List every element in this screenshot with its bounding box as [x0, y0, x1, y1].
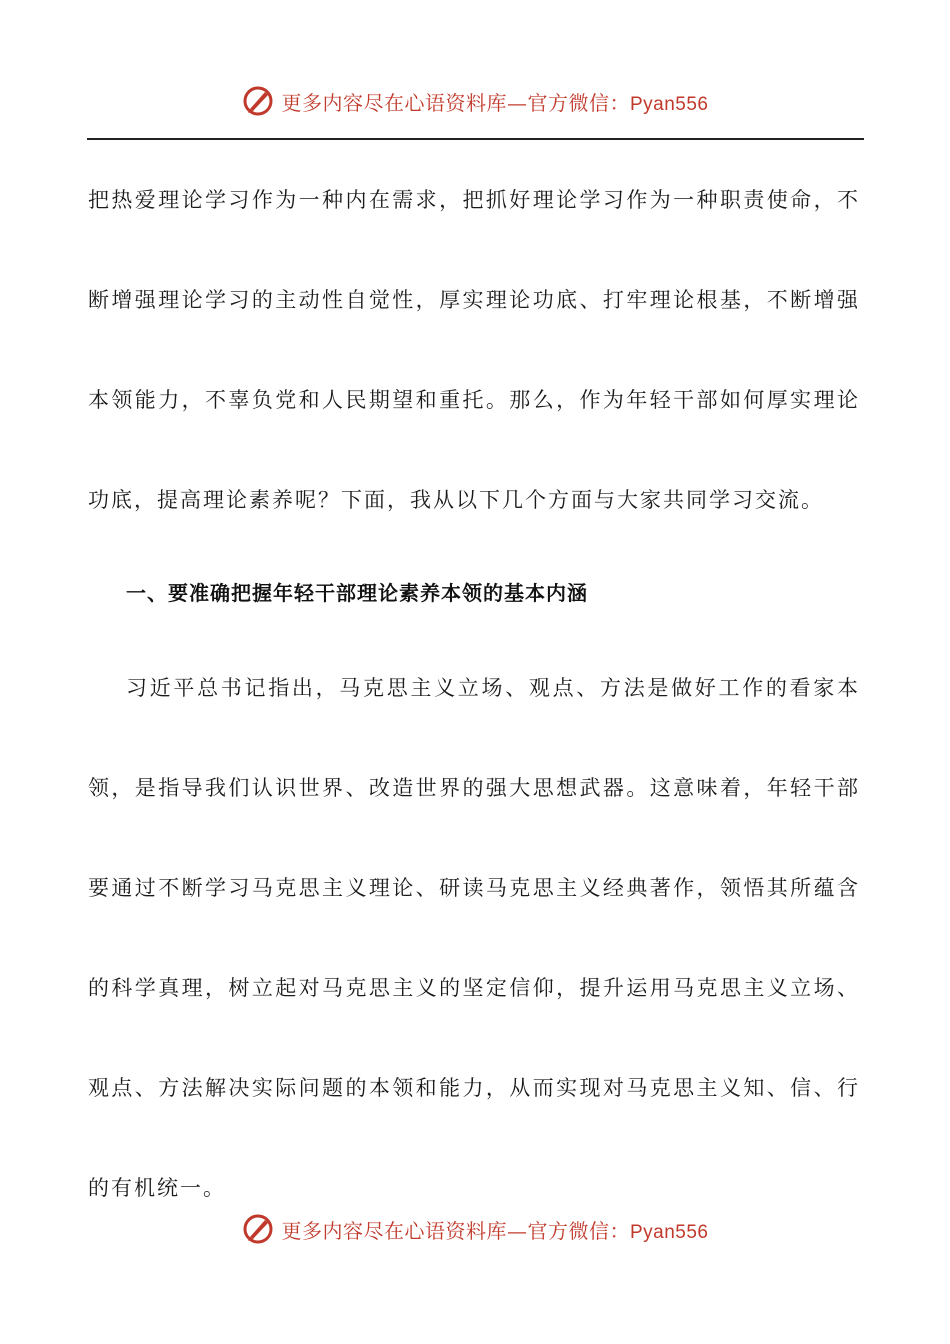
wechat-id: Pyan556: [629, 93, 709, 115]
header-divider: [87, 138, 864, 140]
paragraph: 把热爱理论学习作为一种内在需求，把抓好理论学习作为一种职责使命，不断增强理论学习的主动性自觉性，厚实理论功底、打牢理论根基，不断增强本领能力，不辜负党和人民期望和重托。那么，作为年轻干部如何厚实理论功底，提高理论素养呢？下面，我从以下几个方面与大家共同学习交流。: [88, 188, 860, 512]
paragraph: 习近平总书记指出，马克思主义立场、观点、方法是做好工作的看家本领，是指导我们认识世界、改造世界的强大思想武器。这意味着，年轻干部要通过不断学习马克思主义理论、研读马克思主义经典著作，领悟其所蕴含的科学真理，树立起对马克思主义的坚定信仰，提升运用马克思主义立场、观点、方法解决实际问题的本领和能力，从而实现对马克思主义知、信、行的有机统一。: [88, 676, 860, 1200]
footer-banner: [0, 1212, 950, 1246]
header-banner: [0, 84, 950, 118]
pen-circle-icon: [241, 84, 275, 118]
banner-text: 更多内容尽在心语资料库—官方微信：Pyan556: [281, 1218, 709, 1243]
document-body: [88, 150, 860, 1238]
pen-circle-icon: [241, 1212, 275, 1246]
banner-text: 更多内容尽在心语资料库—官方微信：Pyan556: [281, 90, 709, 115]
section-heading: 一、要准确把握年轻干部理论素养本领的基本内涵: [126, 581, 588, 605]
wechat-id: Pyan556: [629, 1221, 709, 1243]
